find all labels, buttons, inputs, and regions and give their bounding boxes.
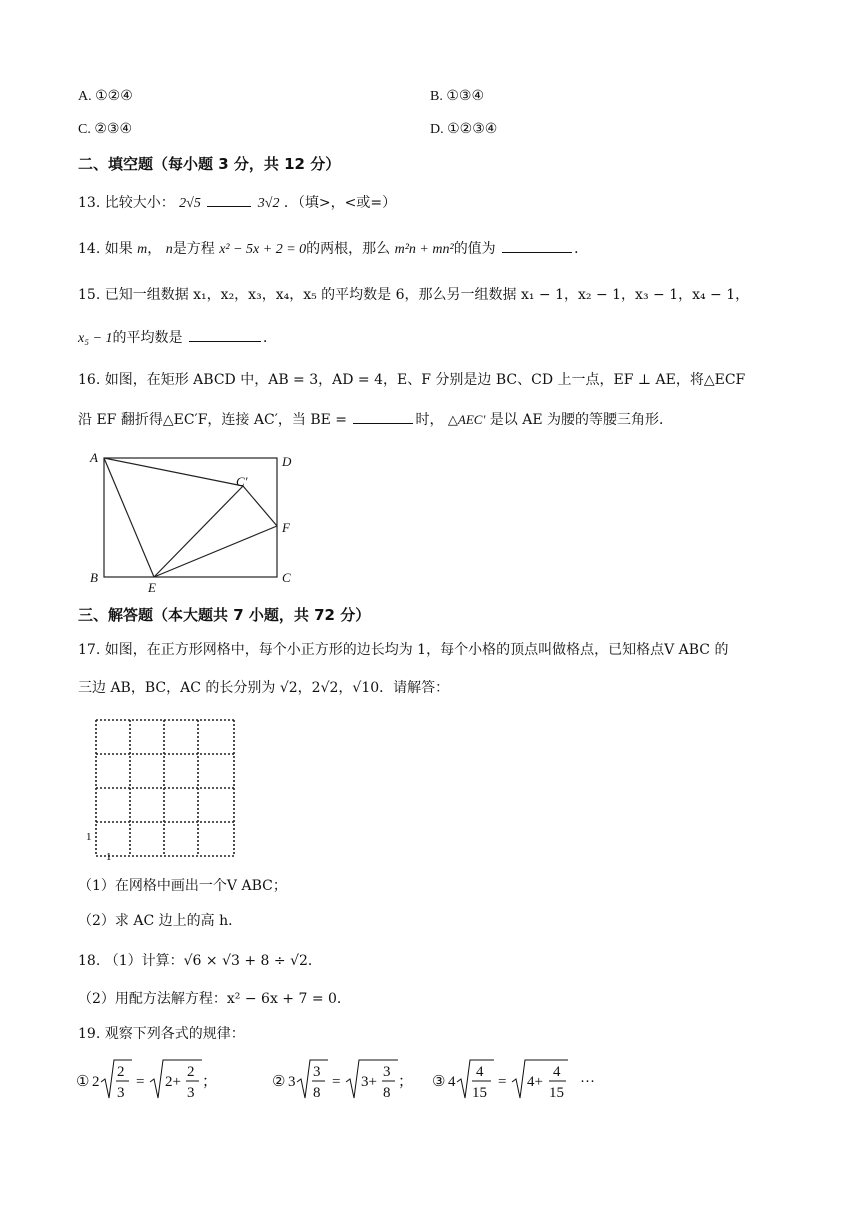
svg-text:②: ② bbox=[272, 1074, 286, 1090]
label-d: D bbox=[282, 454, 292, 469]
formula-2 bbox=[272, 1060, 413, 1101]
section-title-solutions: 三、解答题（本大题共 7 小题，共 72 分） bbox=[78, 606, 371, 624]
question-14 bbox=[78, 239, 588, 260]
q14-m: m bbox=[137, 242, 148, 257]
svg-text:3: 3 bbox=[117, 1085, 125, 1101]
svg-text:3: 3 bbox=[383, 1064, 391, 1080]
label-c: C bbox=[282, 570, 291, 585]
question-15-line1: 15. 已知一组数据 x₁，x₂，x₃，x₄，x₅ 的平均数是 6，那么另一组数据 x₁ − 1，x₂ − 1，x₃ − 1，x₄ − 1， bbox=[78, 287, 750, 303]
q15-x5: x₅ − 1 bbox=[78, 331, 113, 346]
question-18-part1: 18. （1）计算：√6 × √3 + 8 ÷ √2． bbox=[78, 953, 322, 969]
svg-text:③: ③ bbox=[432, 1074, 446, 1090]
question-16-line1: 16. 如图，在矩形 ABCD 中，AB = 3，AD = 4，E、F 分别是边 BC、CD 上一点，EF ⊥ AE，将△ECF bbox=[78, 372, 746, 388]
q13-rhs: 3√2 bbox=[257, 196, 280, 211]
q14-text1: 是方程 bbox=[172, 241, 215, 257]
svg-text:3: 3 bbox=[288, 1074, 296, 1090]
question-18-part2: （2）用配方法解方程：x² − 6x + 7 = 0． bbox=[78, 991, 351, 1007]
svg-text:；: ； bbox=[398, 1074, 414, 1090]
q15-blank[interactable] bbox=[189, 329, 261, 342]
q16-end: 是以 AE 为腰的等腰三角形． bbox=[489, 412, 674, 428]
formula-1 bbox=[76, 1060, 217, 1101]
svg-text:4: 4 bbox=[476, 1064, 484, 1080]
q16-post: 时， bbox=[415, 412, 444, 428]
q14-sep: ， bbox=[147, 241, 162, 257]
option-b: B. ①③④ bbox=[430, 89, 484, 104]
svg-text:=: = bbox=[136, 1074, 145, 1090]
label-a: A bbox=[90, 450, 98, 465]
svg-text:=: = bbox=[332, 1074, 341, 1090]
q14-end: ． bbox=[574, 241, 589, 257]
question-16-line2 bbox=[78, 410, 673, 430]
q16-triangle: △AEC′ bbox=[447, 412, 486, 427]
svg-text:4: 4 bbox=[448, 1074, 456, 1090]
q15-end: ． bbox=[262, 330, 277, 346]
q19-ellipsis: ··· bbox=[580, 1074, 595, 1090]
segment-e-c-prime bbox=[154, 486, 243, 577]
option-a: A. ①②④ bbox=[78, 89, 133, 104]
q19-formulas bbox=[74, 1054, 634, 1110]
svg-text:8: 8 bbox=[383, 1085, 391, 1101]
section-title-fill-blank: 二、填空题（每小题 3 分，共 12 分） bbox=[78, 155, 341, 173]
q13-number: 13. 比较大小： bbox=[78, 195, 175, 211]
label-b: B bbox=[90, 570, 98, 585]
svg-text:2+: 2+ bbox=[165, 1074, 181, 1090]
question-17-line1: 17. 如图，在正方形网格中，每个小正方形的边长均为 1，每个小格的顶点叫做格点，已知格点V ABC 的 bbox=[78, 642, 729, 658]
svg-text:=: = bbox=[498, 1074, 507, 1090]
q14-text2: 的两根，那么 bbox=[306, 241, 391, 257]
svg-text:4+: 4+ bbox=[527, 1074, 543, 1090]
q16-pre: 沿 EF 翻折得△EC′F，连接 AC′，当 BE = bbox=[78, 412, 348, 428]
q15-text: 的平均数是 bbox=[112, 330, 183, 346]
question-15-line2 bbox=[78, 328, 277, 349]
square-grid bbox=[84, 716, 240, 860]
q14-text3: 的值为 bbox=[453, 241, 496, 257]
svg-text:4: 4 bbox=[553, 1064, 561, 1080]
formula-3 bbox=[432, 1060, 568, 1101]
label-e: E bbox=[148, 580, 156, 594]
svg-text:3: 3 bbox=[187, 1085, 195, 1101]
q14-equation: x² − 5x + 2 = 0 bbox=[219, 242, 307, 257]
svg-text:①: ① bbox=[76, 1074, 90, 1090]
q13-hint: ．（填>，<或=） bbox=[283, 195, 397, 211]
q14-blank[interactable] bbox=[502, 240, 572, 253]
question-13 bbox=[78, 193, 396, 214]
svg-text:3+: 3+ bbox=[361, 1074, 377, 1090]
label-f: F bbox=[282, 520, 290, 535]
svg-text:；: ； bbox=[202, 1074, 218, 1090]
option-d: D. ①②③④ bbox=[430, 122, 498, 137]
question-17-sub1: （1）在网格中画出一个V ABC； bbox=[78, 878, 287, 894]
svg-text:2: 2 bbox=[92, 1074, 100, 1090]
q14-expression: m²n + mn² bbox=[394, 242, 454, 257]
grid-label-left: 1 bbox=[86, 831, 92, 843]
segment-ac-prime bbox=[104, 458, 243, 486]
segment-ae bbox=[104, 458, 154, 577]
svg-text:15: 15 bbox=[472, 1085, 487, 1101]
q13-lhs: 2√5 bbox=[179, 196, 201, 211]
q14-number: 14. 如果 bbox=[78, 241, 133, 257]
q14-n: n bbox=[165, 242, 173, 257]
segment-ef bbox=[154, 526, 277, 577]
svg-text:2: 2 bbox=[117, 1064, 125, 1080]
question-17-line2: 三边 AB，BC，AC 的长分别为 √2，2√2，√10．请解答： bbox=[78, 680, 450, 696]
question-19-title: 19. 观察下列各式的规律： bbox=[78, 1026, 245, 1042]
svg-text:15: 15 bbox=[549, 1085, 564, 1101]
question-17-sub2: （2）求 AC 边上的高 h． bbox=[78, 913, 243, 929]
option-c: C. ②③④ bbox=[78, 122, 132, 137]
rectangle-figure bbox=[86, 448, 306, 594]
svg-text:3: 3 bbox=[313, 1064, 321, 1080]
label-c-prime: C′ bbox=[236, 474, 248, 489]
q13-blank[interactable] bbox=[207, 194, 251, 207]
svg-text:2: 2 bbox=[187, 1064, 195, 1080]
svg-text:8: 8 bbox=[313, 1085, 321, 1101]
grid-label-bottom: 1 bbox=[106, 851, 112, 860]
segment-c-prime-f bbox=[243, 486, 277, 526]
q16-blank[interactable] bbox=[353, 411, 413, 424]
